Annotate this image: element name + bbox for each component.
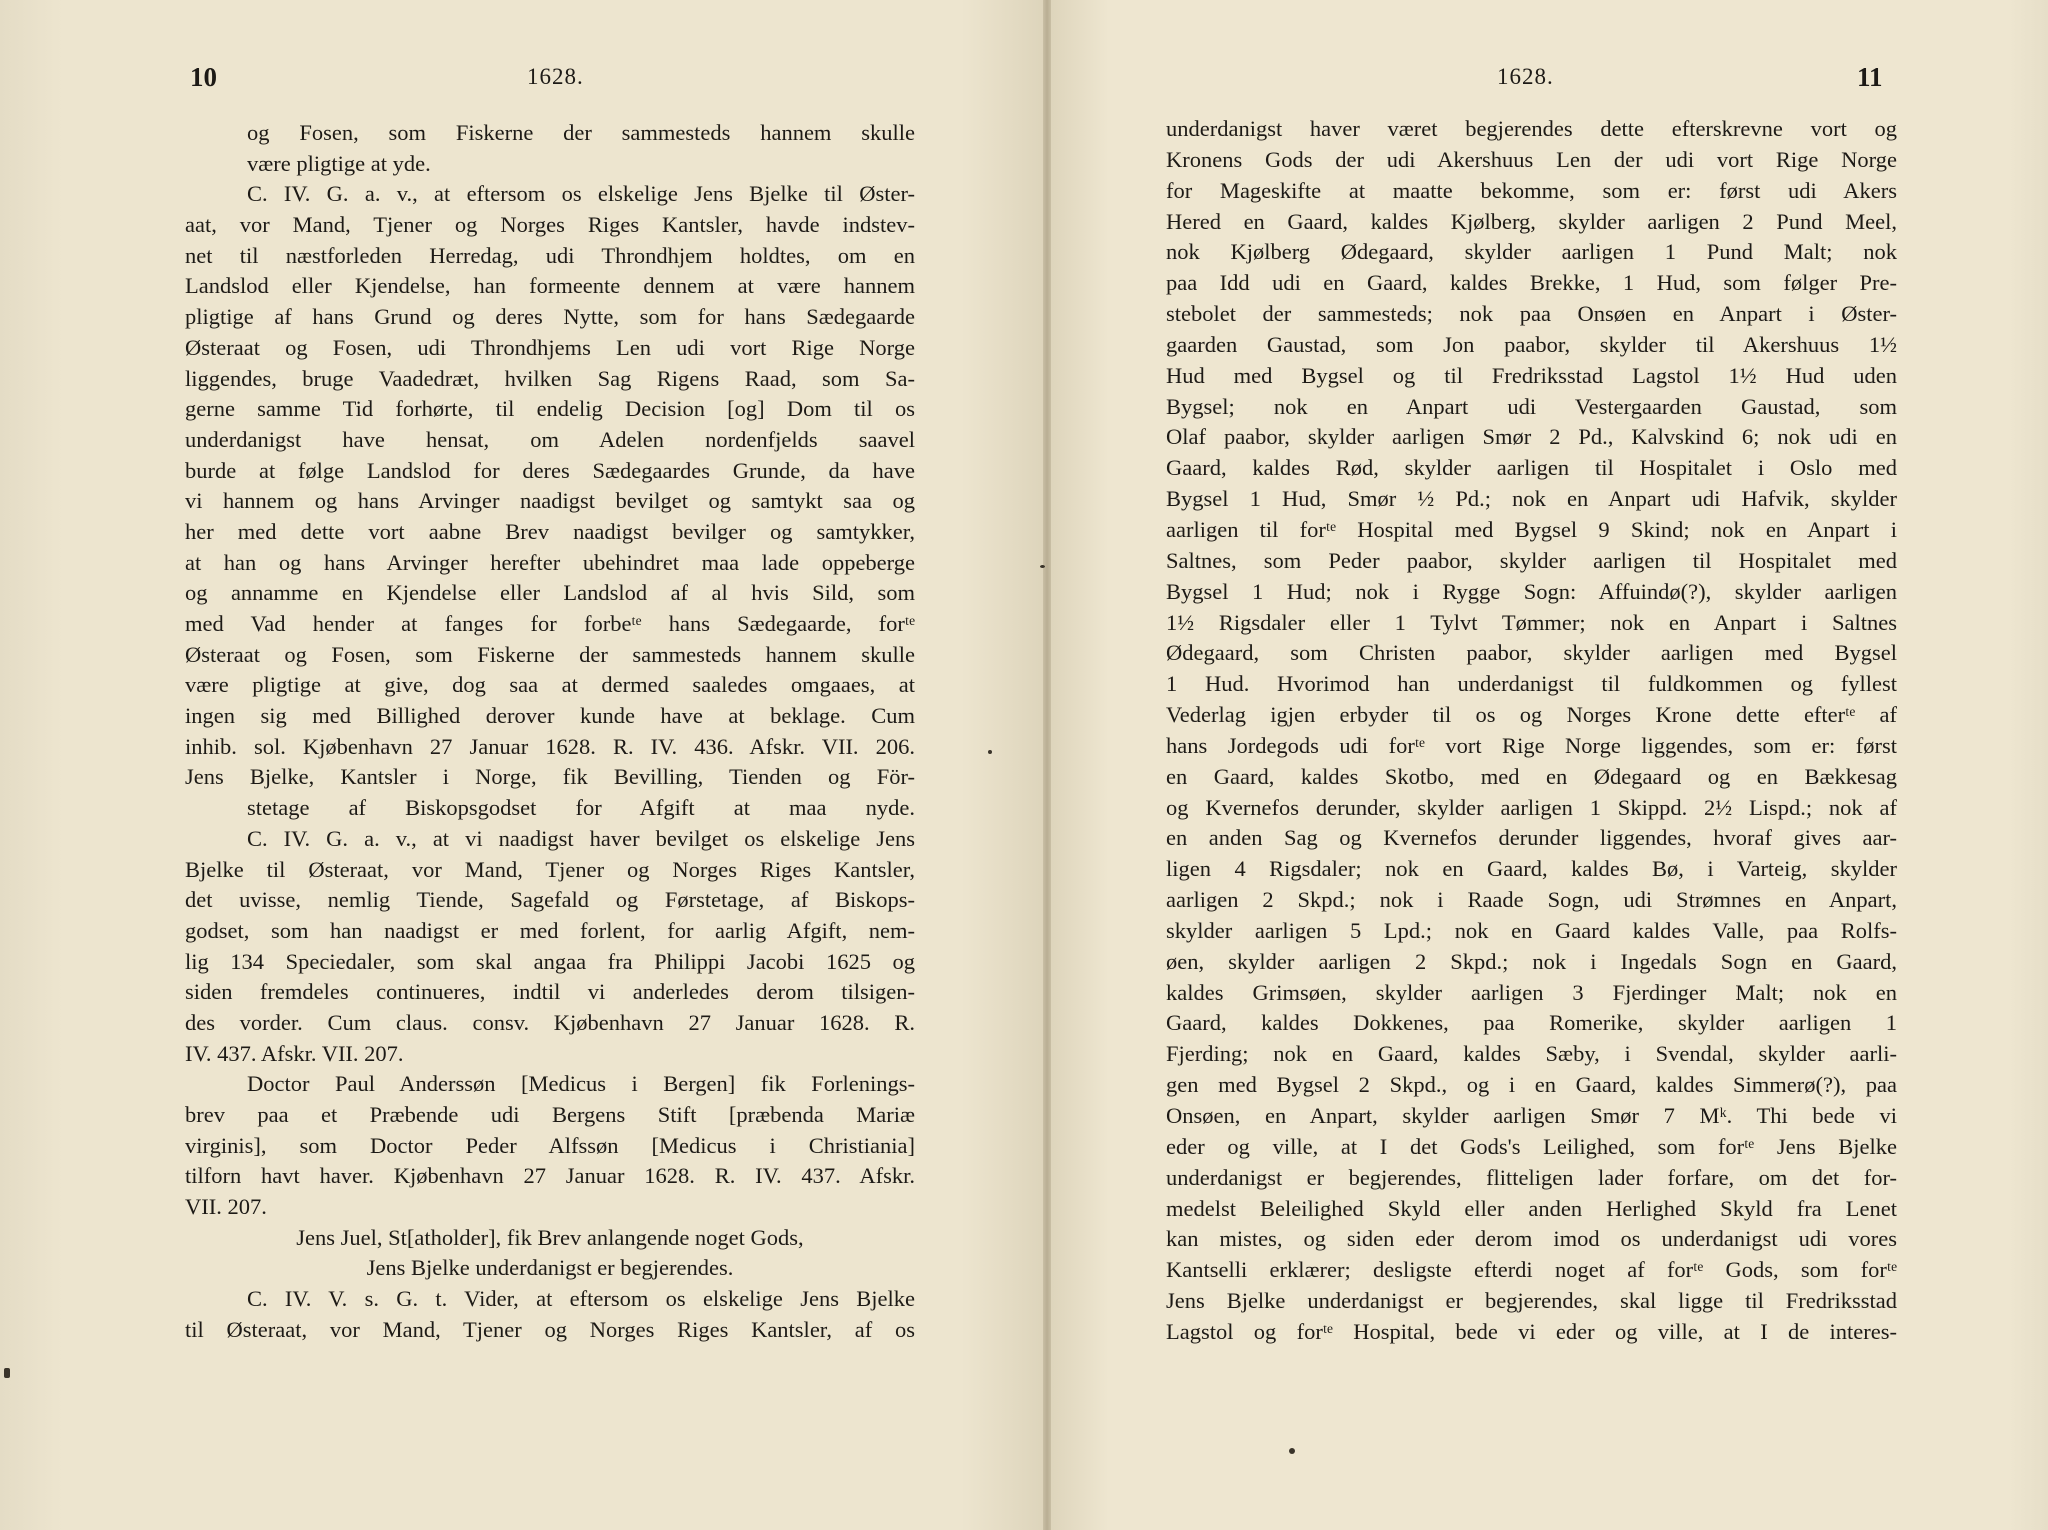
text-line: hans Jordegods udi forᵗᵉ vort Rige Norge liggendes, som er: først	[1166, 732, 1897, 758]
text-line: for Mageskifte at maatte bekomme, som er: først udi Akers	[1166, 177, 1897, 203]
text-line: Gaard, kaldes Rød, skylder aarligen til Hospitalet i Oslo med	[1166, 455, 1897, 481]
text-line: lig 134 Speciedaler, som skal angaa fra Philippi Jacobi 1625 og	[185, 948, 915, 974]
text-line: C. IV. V. s. G. t. Vider, at eftersom os elskelige Jens Bjelke	[247, 1286, 915, 1312]
text-line: Gaard, kaldes Dokkenes, paa Romerike, skylder aarligen 1	[1166, 1010, 1897, 1036]
right-running-head: 1628.	[1497, 64, 1554, 89]
text-line: aat, vor Mand, Tjener og Norges Riges Kantsler, havde indstev-	[185, 212, 915, 238]
text-line: Jens Bjelke, Kantsler i Norge, fik Bevilling, Tienden og För-	[185, 764, 915, 790]
text-line: underdanigst haver været begjerendes dette efterskrevne vort og	[1166, 116, 1897, 141]
text-line: Østeraat og Fosen, som Fiskerne der sammesteds hannem skulle	[185, 641, 915, 667]
text-line: stebolet der sammesteds; nok paa Onsøen en Anpart i Øster-	[1166, 301, 1897, 327]
text-line: Bygsel 1 Hud, Smør ½ Pd.; nok en Anpart udi Hafvik, skylder	[1166, 486, 1897, 512]
text-line: til Østeraat, vor Mand, Tjener og Norges Riges Kantsler, af os	[185, 1316, 915, 1342]
text-line: VII. 207.	[185, 1194, 267, 1220]
text-line: være pligtige at yde.	[247, 150, 431, 176]
text-line: virginis], som Doctor Peder Alfssøn [Medicus i Christiania]	[185, 1132, 915, 1158]
text-line: Lagstol og forᵗᵉ Hospital, bede vi eder og ville, at I de interes-	[1166, 1318, 1897, 1344]
text-line: Bygsel; nok en Anpart udi Vestergaarden Gaustad, som	[1166, 393, 1897, 419]
ink-speck	[4, 1368, 10, 1378]
text-line: pligtige af hans Grund og deres Nytte, som for hans Sædegaarde	[185, 304, 915, 330]
text-line: Doctor Paul Anderssøn [Medicus i Bergen] fik Forlenings-	[247, 1071, 915, 1097]
text-line: C. IV. G. a. v., at vi naadigst haver bevilget os elskelige Jens	[247, 825, 915, 851]
text-line: Ødegaard, som Christen paabor, skylder aarligen med Bygsel	[1166, 640, 1897, 666]
text-line: ingen sig med Billighed derover kunde have at beklage. Cum	[185, 703, 915, 729]
text-line: tilforn havt haver. Kjøbenhavn 27 Januar 1628. R. IV. 437. Afskr.	[185, 1163, 915, 1189]
text-line: C. IV. G. a. v., at eftersom os elskelige Jens Bjelke til Øster-	[247, 181, 915, 207]
right-page-number: 11	[1857, 62, 1883, 92]
text-line: brev paa et Præbende udi Bergens Stift [præbenda Mariæ	[185, 1102, 915, 1127]
text-line: Jens Bjelke underdanigst er begjerendes.	[366, 1255, 734, 1281]
text-line: Vederlag igjen erbyder til os og Norges Krone dette efterᵗᵉ af	[1166, 702, 1897, 728]
text-line: her med dette vort aabne Brev naadigst bevilger og samtykker,	[185, 518, 915, 544]
text-line: ligen 4 Rigsdaler; nok en Gaard, kaldes Bø, i Varteig, skylder	[1166, 856, 1897, 882]
text-line: Hered en Gaard, kaldes Kjølberg, skylder aarligen 2 Pund Meel,	[1166, 208, 1897, 234]
text-line: stetage af Biskopsgodset for Afgift at maa nyde.	[247, 795, 915, 821]
text-line: des vorder. Cum claus. consv. Kjøbenhavn 27 Januar 1628. R.	[185, 1009, 915, 1035]
text-line: Bygsel 1 Hud; nok i Rygge Sogn: Affuindø(?), skylder aarligen	[1166, 578, 1897, 604]
text-line: Onsøen, en Anpart, skylder aarligen Smør 7 Mᵏ. Thi bede vi	[1166, 1103, 1897, 1128]
text-line: Jens Juel, St[atholder], fik Brev anlangende noget Gods,	[296, 1224, 804, 1250]
text-line: siden fremdeles continueres, indtil vi anderledes derom tilsigen-	[185, 979, 915, 1005]
text-line: Kantselli erklærer; desligste efterdi noget af forᵗᵉ Gods, som forᵗᵉ	[1166, 1257, 1897, 1283]
text-line: kaldes Grimsøen, skylder aarligen 3 Fjerdinger Malt; nok en	[1166, 979, 1897, 1005]
text-line: inhib. sol. Kjøbenhavn 27 Januar 1628. R. IV. 436. Afskr. VII. 206.	[185, 733, 915, 759]
text-line: Jens Bjelke underdanigst er begjerendes, skal ligge til Fredriksstad	[1166, 1288, 1897, 1314]
text-line: Olaf paabor, skylder aarligen Smør 2 Pd., Kalvskind 6; nok udi en	[1166, 424, 1897, 450]
text-line: godset, som han naadigst er med forlent, for aarlig Afgift, nem-	[185, 917, 915, 943]
text-line: net til næstforleden Herredag, udi Throndhjem holdtes, om en	[185, 242, 915, 268]
text-line: en anden Sag og Kvernefos derunder liggendes, hvoraf gives aar-	[1166, 825, 1897, 851]
ink-speck	[1289, 1448, 1295, 1454]
text-line: burde at følge Landslod for deres Sædegaardes Grunde, da have	[185, 457, 915, 483]
book-gutter	[1043, 0, 1051, 1530]
text-line: og annamme en Kjendelse eller Landslod af al hvis Sild, som	[185, 580, 915, 606]
text-line: Hud med Bygsel og til Fredriksstad Lagstol 1½ Hud uden	[1166, 362, 1897, 388]
text-line: det uvisse, nemlig Tiende, Sagefald og Førstetage, af Biskops-	[185, 887, 915, 913]
text-line: kan mistes, og siden eder derom imod os underdanigst udi vores	[1166, 1226, 1897, 1252]
text-line: aarligen 2 Skpd.; nok i Raade Sogn, udi Strømnes en Anpart,	[1166, 887, 1897, 913]
text-line: underdanigst er begjerendes, flitteligen lader forfare, om det for-	[1166, 1164, 1897, 1190]
text-line: en Gaard, kaldes Skotbo, med en Ødegaard og en Bækkesag	[1166, 763, 1897, 789]
text-line: Saltnes, som Peder paabor, skylder aarligen til Hospitalet med	[1166, 547, 1897, 573]
text-line: og Fosen, som Fiskerne der sammesteds hannem skulle	[247, 120, 915, 145]
text-line: IV. 437. Afskr. VII. 207.	[185, 1040, 404, 1066]
text-line: at han og hans Arvinger herefter ubehindret maa lade oppeberge	[185, 549, 915, 575]
text-line: eder og ville, at I det Gods's Leilighed, som forᵗᵉ Jens Bjelke	[1166, 1133, 1897, 1159]
text-line: Bjelke til Østeraat, vor Mand, Tjener og Norges Riges Kantsler,	[185, 856, 915, 882]
text-line: 1½ Rigsdaler eller 1 Tylvt Tømmer; nok en Anpart i Saltnes	[1166, 609, 1897, 635]
text-line: liggendes, bruge Vaadedræt, hvilken Sag Rigens Raad, som Sa-	[185, 365, 915, 391]
ink-speck	[1040, 565, 1045, 568]
text-line: nok Kjølberg Ødegaard, skylder aarligen 1 Pund Malt; nok	[1166, 239, 1897, 265]
left-page-number: 10	[190, 62, 217, 92]
text-line: vi hannem og hans Arvinger naadigst bevilget og samtykt saa og	[185, 488, 915, 514]
right-page-text	[1166, 114, 1897, 1348]
text-line: underdanigst have hensat, om Adelen nordenfjelds saavel	[185, 426, 915, 452]
text-line: Kronens Gods der udi Akershuus Len der udi vort Rige Norge	[1166, 146, 1897, 172]
text-line: være pligtige at give, dog saa at dermed saaledes omgaaes, at	[185, 672, 915, 698]
text-line: og Kvernefos derunder, skylder aarligen 1 Skippd. 2½ Lispd.; nok af	[1166, 794, 1897, 820]
left-page-text	[185, 118, 915, 1346]
text-line: aarligen til forᵗᵉ Hospital med Bygsel 9 Skind; nok en Anpart i	[1166, 516, 1897, 542]
text-line: Østeraat og Fosen, udi Throndhjems Len udi vort Rige Norge	[185, 334, 915, 360]
ink-speck	[988, 750, 992, 754]
text-line: med Vad hender at fanges for forbeᵗᵉ hans Sædegaarde, forᵗᵉ	[185, 611, 915, 636]
text-line: Fjerding; nok en Gaard, kaldes Sæby, i Svendal, skylder aarli-	[1166, 1041, 1897, 1067]
text-line: gerne samme Tid forhørte, til endelig Decision [og] Dom til os	[185, 396, 915, 422]
text-line: skylder aarligen 5 Lpd.; nok en Gaard kaldes Valle, paa Rolfs-	[1166, 917, 1897, 943]
text-line: 1 Hud. Hvorimod han underdanigst til fuldkommen og fyllest	[1166, 671, 1897, 697]
left-running-head: 1628.	[527, 64, 584, 89]
text-line: gaarden Gaustad, som Jon paabor, skylder til Akershuus 1½	[1166, 331, 1897, 357]
text-line: medelst Beleilighed Skyld eller anden Herlighed Skyld fra Lenet	[1166, 1195, 1897, 1221]
text-line: paa Idd udi en Gaard, kaldes Brekke, 1 Hud, som følger Pre-	[1166, 270, 1897, 296]
text-line: gen med Bygsel 2 Skpd., og i en Gaard, kaldes Simmerø(?), paa	[1166, 1072, 1897, 1098]
text-line: Landslod eller Kjendelse, han formeente dennem at være hannem	[185, 273, 915, 299]
text-line: øen, skylder aarligen 2 Skpd.; nok i Ingedals Sogn en Gaard,	[1166, 948, 1897, 974]
